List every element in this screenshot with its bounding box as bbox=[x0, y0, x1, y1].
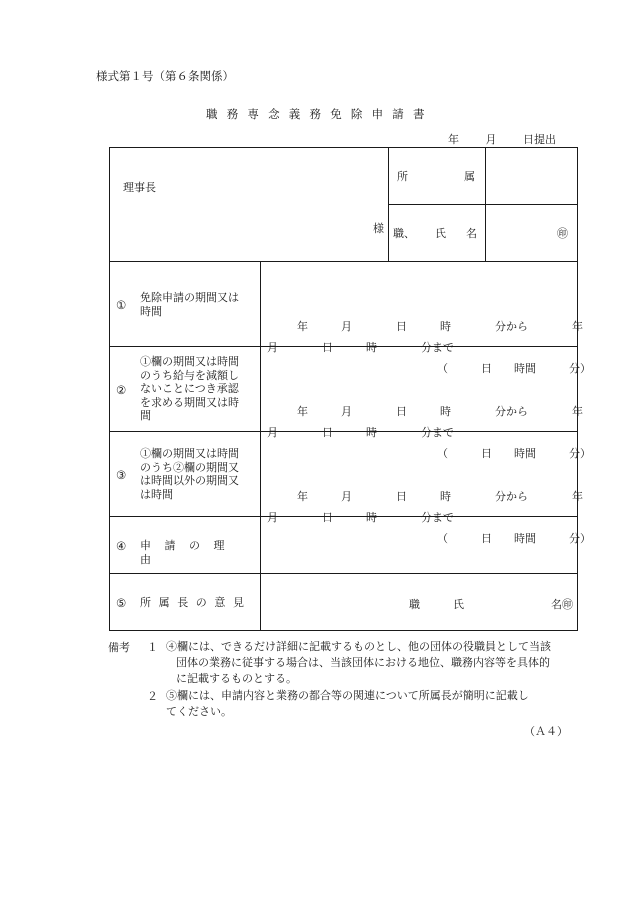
note-2 bbox=[166, 688, 596, 720]
item-2-label-cell bbox=[110, 347, 261, 432]
given-name-label: 名 bbox=[466, 227, 478, 240]
item-1-label-line: 免除申請の期間又は bbox=[140, 291, 239, 304]
position-label: 職、 bbox=[393, 227, 416, 240]
item-1-period-total: （ 日 時間 分） bbox=[437, 362, 591, 375]
application-form-table bbox=[109, 147, 591, 631]
addressee-cell bbox=[110, 148, 389, 262]
affiliation-label-cell bbox=[389, 148, 486, 204]
item-4-label-cell bbox=[110, 517, 261, 574]
item-2-period-from: 年 月 日 時 分から 年 bbox=[297, 405, 583, 418]
date-year-label: 年 bbox=[448, 133, 459, 146]
supervisor-sign-label: 職 氏 bbox=[409, 598, 464, 611]
item-3-label-line: は時間以外の期間又 bbox=[140, 474, 239, 487]
form-number: 様式第１号（第６条関係） bbox=[96, 69, 234, 83]
date-month-label: 月 bbox=[485, 133, 497, 146]
seal-mark-icon: ㊞ bbox=[557, 227, 569, 240]
addressee-name: 理事長 bbox=[123, 181, 156, 194]
supervisor-seal-label: 名㊞ bbox=[551, 598, 574, 611]
item-3-label-cell bbox=[110, 432, 261, 517]
date-day-submitted-label: 日提出 bbox=[523, 133, 556, 146]
affiliation-label-2: 属 bbox=[464, 170, 476, 183]
item-3-period-to: 月 日 時 分まで bbox=[267, 511, 454, 524]
note-1-line: に記載するものとする。 bbox=[176, 672, 297, 686]
note-2-line: ⑤欄には、申請内容と業務の都合等の関連について所属長が簡明に記載し bbox=[166, 689, 529, 702]
item-5-number: ⑤ bbox=[116, 596, 127, 610]
item-3-period-total: （ 日 時間 分） bbox=[437, 532, 591, 545]
item-4-label: 申請の理由 bbox=[140, 539, 238, 566]
note-1-line: 団体の業務に従事する場合は、当該団体における地位、職務内容等を具体的 bbox=[176, 656, 550, 670]
item-3-label-line: は時間 bbox=[140, 487, 173, 501]
note-1-number: １ bbox=[147, 641, 158, 654]
note-1-line: ④欄には、できるだけ詳細に記載するものとし、他の団体の役職員として当該 bbox=[166, 640, 551, 653]
supervisor-opinion-field[interactable] bbox=[261, 574, 578, 631]
item-2-label-line: を求める期間又は時 bbox=[140, 395, 239, 409]
item-1-label-cell bbox=[110, 262, 261, 347]
item-2-label-line: ないことにつき承認 bbox=[140, 382, 239, 395]
item-1-number: ① bbox=[116, 298, 127, 312]
submission-date bbox=[448, 131, 556, 147]
item-3-label-line: ①欄の期間又は時間 bbox=[140, 447, 239, 460]
name-row bbox=[389, 205, 578, 262]
item-2-number: ② bbox=[116, 383, 127, 397]
paper-size-label: （Ａ４） bbox=[524, 725, 568, 738]
name-field[interactable] bbox=[486, 205, 578, 261]
item-1-period-to: 月 日 時 分まで bbox=[267, 341, 454, 354]
item-3-label-line: のうち②欄の期間又 bbox=[140, 460, 239, 474]
item-5-label-cell bbox=[110, 574, 261, 631]
item-1-period-field[interactable] bbox=[261, 262, 591, 375]
item-5-label: 所属長の意見 bbox=[140, 596, 252, 609]
note-2-number: ２ bbox=[147, 690, 158, 703]
item-1-label-line: 時間 bbox=[140, 304, 162, 318]
item-3-number: ③ bbox=[116, 468, 127, 482]
item-2-period-total: （ 日 時間 分） bbox=[437, 447, 591, 460]
note-2-line: てください。 bbox=[166, 705, 232, 719]
item-1-period-from: 年 月 日 時 分から 年 bbox=[297, 320, 583, 333]
affiliation-field[interactable] bbox=[486, 148, 578, 204]
item-2-label-line: ①欄の期間又は時間 bbox=[140, 355, 239, 368]
item-2-label-line: 間 bbox=[140, 409, 151, 422]
notes-heading: 備考 bbox=[108, 641, 130, 654]
addressee-honorific: 様 bbox=[373, 222, 385, 235]
note-1 bbox=[166, 639, 596, 688]
item-2-label-line: のうち給与を減額し bbox=[140, 368, 239, 382]
item-3-period-from: 年 月 日 時 分から 年 bbox=[297, 490, 583, 503]
surname-label: 氏 bbox=[435, 227, 447, 240]
item-2-period-to: 月 日 時 分まで bbox=[267, 426, 454, 439]
document-title: 職務専念義務免除申請書 bbox=[206, 107, 434, 121]
name-label-cell bbox=[389, 205, 486, 261]
affiliation-label-1: 所 bbox=[397, 170, 409, 183]
affiliation-row bbox=[389, 148, 578, 205]
item-4-number: ④ bbox=[116, 539, 127, 553]
